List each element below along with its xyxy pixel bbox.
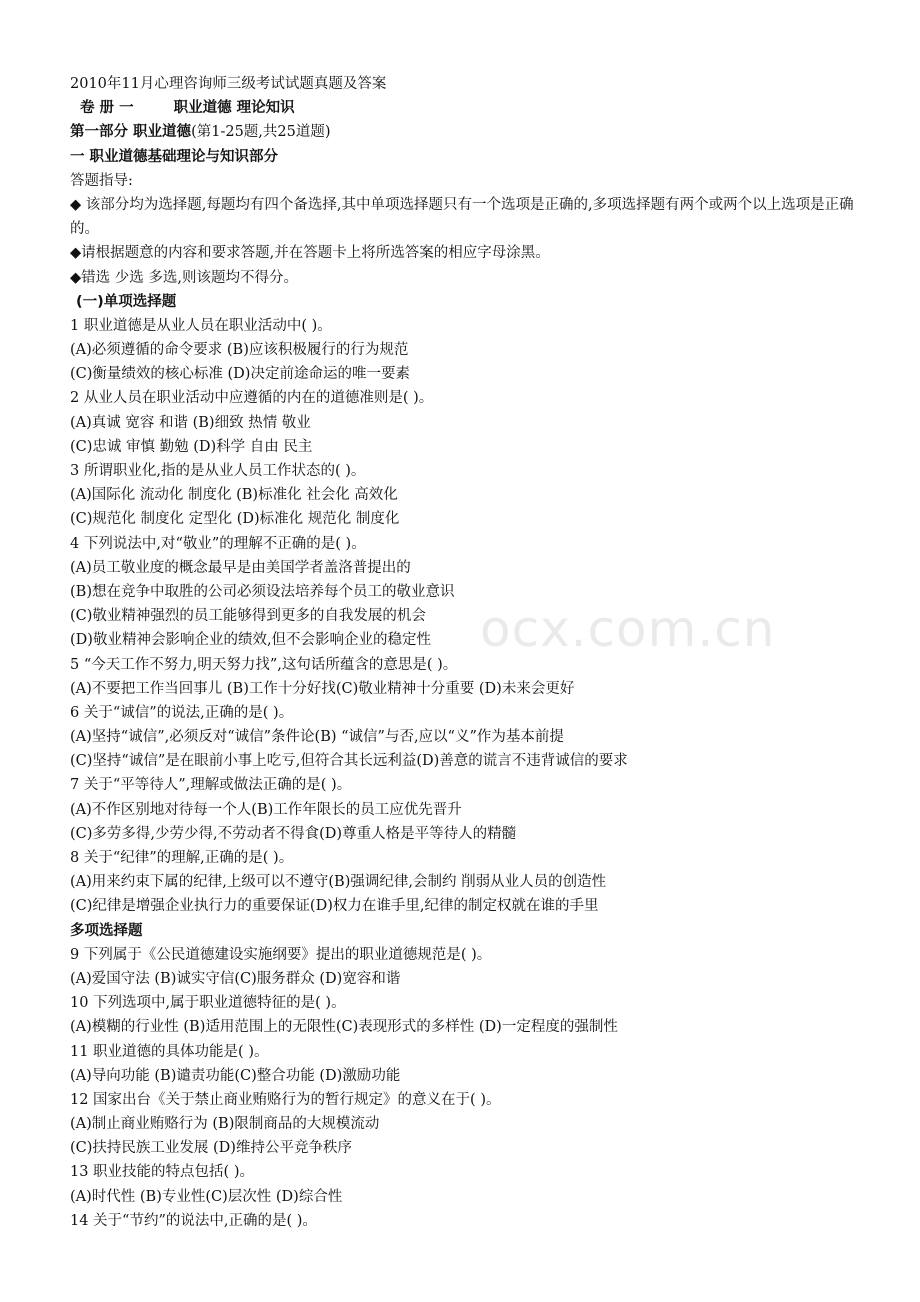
document-page bbox=[70, 72, 860, 1233]
question-line: 7 关于“平等待人”,理解或做法正确的是( )。 bbox=[70, 777, 352, 794]
option-line: (A)坚持“诚信”,必须反对“诚信”条件论(B) “诚信”与否,应以“义”作为基本前提 bbox=[70, 729, 564, 746]
question-line: 2 从业人员在职业活动中应遵循的内在的道德准则是( )。 bbox=[70, 390, 434, 407]
watermark-text: ocx.com.cn bbox=[480, 600, 776, 658]
question-line: 13 职业技能的特点包括( )。 bbox=[70, 1164, 254, 1181]
option-line: (C)忠诚 审慎 勤勉 (D)科学 自由 民主 bbox=[70, 438, 313, 455]
question-line: 12 国家出台《关于禁止商业贿赂行为的暂行规定》的意义在于( )。 bbox=[70, 1091, 501, 1108]
question-line: 11 职业道德的具体功能是( )。 bbox=[70, 1043, 269, 1060]
guide-item-3: ◆错选 少选 多选,则该题均不得分。 bbox=[70, 269, 298, 286]
guide-heading: 答题指导: bbox=[70, 172, 133, 189]
option-line: (C)纪律是增强企业执行力的重要保证(D)权力在谁手里,纪律的制定权就在谁的手里 bbox=[70, 898, 599, 915]
option-line: (A)导向功能 (B)谴责功能(C)整合功能 (D)激励功能 bbox=[70, 1067, 401, 1084]
option-line: (A)真诚 宽容 和谐 (B)细致 热情 敬业 bbox=[70, 414, 311, 431]
question-line: 9 下列属于《公民道德建设实施纲要》提出的职业道德规范是( )。 bbox=[70, 946, 492, 963]
question-line: 3 所谓职业化,指的是从业人员工作状态的( )。 bbox=[70, 463, 366, 480]
question-line: 5 “今天工作不努力,明天努力找”,这句话所蕴含的意思是( )。 bbox=[70, 656, 458, 673]
multi-choice-heading: 多项选择题 bbox=[70, 922, 143, 939]
option-line: (C)多劳多得,少劳少得,不劳动者不得食(D)尊重人格是平等待人的精髓 bbox=[70, 825, 517, 842]
guide-item-1: ◆ 该部分均为选择题,每题均有四个备选择,其中单项选择题只有一个选项是正确的,多项选择题有两个或两个以上选项是正确的。 bbox=[70, 196, 854, 238]
doc-title: 2010年11月心理咨询师三级考试试题真题及答案 bbox=[70, 76, 387, 92]
volume-heading bbox=[70, 96, 860, 120]
question-line: 4 下列说法中,对“敬业”的理解不正确的是( )。 bbox=[70, 535, 366, 552]
option-line: (B)想在竞争中取胜的公司必须设法培养每个员工的敬业意识 bbox=[70, 583, 455, 600]
option-line: (A)不作区别地对待每一个人(B)工作年限长的员工应优先晋升 bbox=[70, 801, 462, 818]
option-line: (D)敬业精神会影响企业的绩效,但不会影响企业的稳定性 bbox=[70, 632, 432, 649]
volume-label: 卷 册 一 bbox=[80, 100, 134, 117]
option-line: (A)模糊的行业性 (B)适用范围上的无限性(C)表现形式的多样性 (D)一定程度的强制性 bbox=[70, 1019, 618, 1036]
option-line: (A)必须遵循的命令要求 (B)应该积极履行的行为规范 bbox=[70, 342, 409, 359]
option-line: (C)坚持“诚信”是在眼前小事上吃亏,但符合其长远利益(D)善意的谎言不违背诚信的要求 bbox=[70, 753, 628, 770]
part-title: 第一部分 职业道德 bbox=[70, 124, 192, 141]
part-note: (第1-25题,共25道题) bbox=[191, 124, 331, 141]
question-line: 10 下列选项中,属于职业道德特征的是( )。 bbox=[70, 995, 346, 1012]
option-line: (A)不要把工作当回事儿 (B)工作十分好找(C)敬业精神十分重要 (D)未来会更好 bbox=[70, 680, 575, 697]
option-line: (A)爱国守法 (B)诚实守信(C)服务群众 (D)宽容和谐 bbox=[70, 970, 401, 987]
section-title: 一 职业道德基础理论与知识部分 bbox=[70, 148, 279, 165]
question-line: 14 关于“节约”的说法中,正确的是( )。 bbox=[70, 1212, 317, 1229]
option-line: (C)规范化 制度化 定型化 (D)标准化 规范化 制度化 bbox=[70, 511, 400, 528]
option-line: (C)扶持民族工业发展 (D)维持公平竞争秩序 bbox=[70, 1140, 352, 1157]
option-line: (C)衡量绩效的核心标准 (D)决定前途命运的唯一要素 bbox=[70, 366, 410, 383]
option-line: (A)员工敬业度的概念最早是由美国学者盖洛普提出的 bbox=[70, 559, 411, 576]
single-choice-heading: (一)单项选择题 bbox=[76, 293, 177, 310]
option-line: (A)时代性 (B)专业性(C)层次性 (D)综合性 bbox=[70, 1188, 343, 1205]
volume-subject: 职业道德 理论知识 bbox=[173, 100, 295, 117]
question-line: 6 关于“诚信”的说法,正确的是( )。 bbox=[70, 704, 294, 721]
option-line: (A)用来约束下属的纪律,上级可以不遵守(B)强调纪律,会制约 削弱从业人员的创造性 bbox=[70, 874, 607, 891]
part-heading bbox=[70, 120, 860, 144]
option-line: (A)制止商业贿赂行为 (B)限制商品的大规模流动 bbox=[70, 1116, 380, 1133]
question-line: 8 关于“纪律”的理解,正确的是( )。 bbox=[70, 850, 294, 867]
option-line: (C)敬业精神强烈的员工能够得到更多的自我发展的机会 bbox=[70, 608, 426, 625]
question-line: 1 职业道德是从业人员在职业活动中( )。 bbox=[70, 317, 332, 334]
option-line: (A)国际化 流动化 制度化 (B)标准化 社会化 高效化 bbox=[70, 487, 398, 504]
guide-item-2: ◆请根据题意的内容和要求答题,并在答题卡上将所选答案的相应字母涂黑。 bbox=[70, 245, 550, 262]
